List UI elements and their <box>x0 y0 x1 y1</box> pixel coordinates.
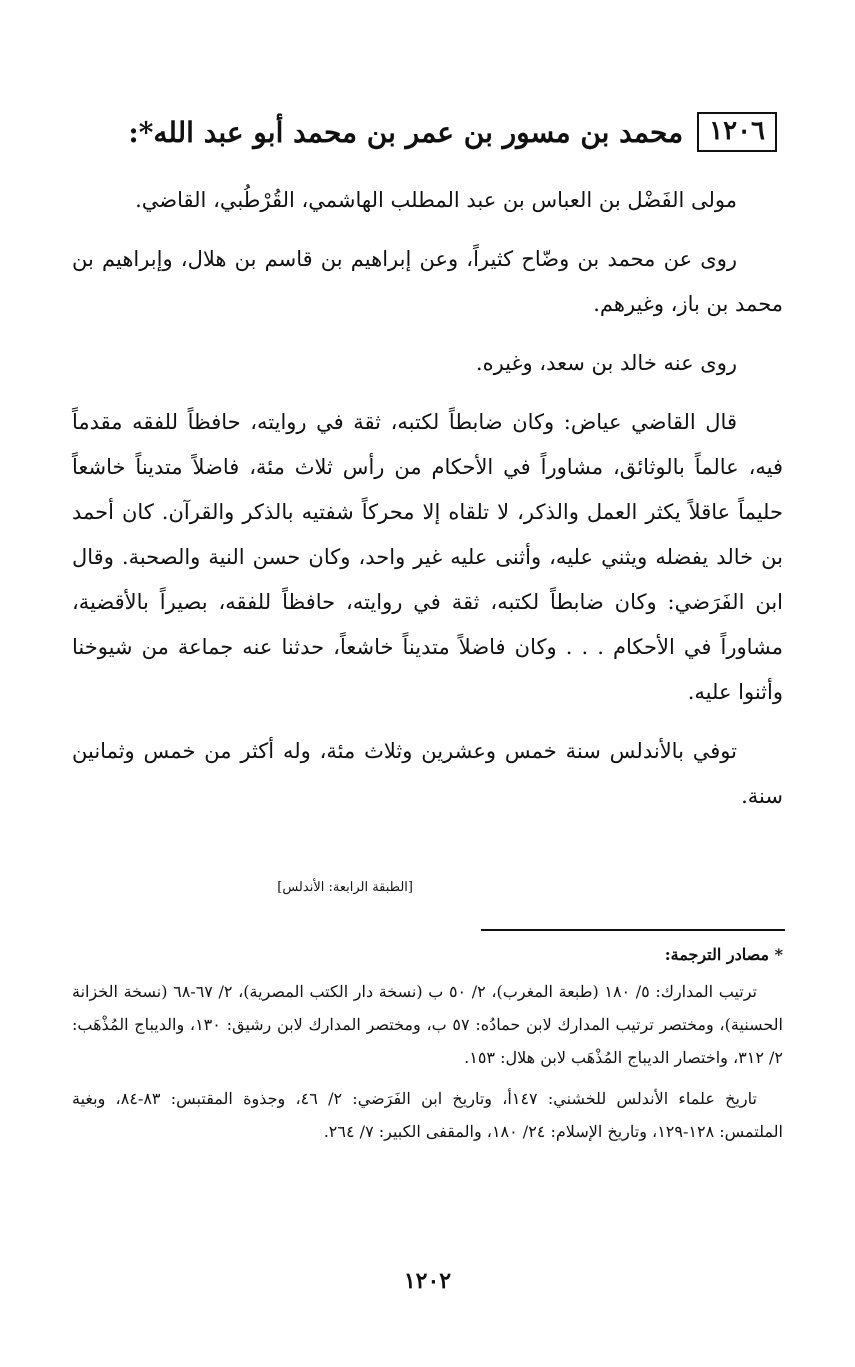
paragraph-narrated-by: روى عنه خالد بن سعد، وغيره. <box>475 351 737 375</box>
entry-heading <box>70 112 777 152</box>
entry-title: محمد بن مسور بن عمر بن محمد أبو عبد الله*: <box>128 115 684 149</box>
biography-body <box>72 178 783 833</box>
footnote-item: ترتيب المدارك: ٥/ ١٨٠ (طبعة المغرب)، ٢/ ٥٠ ب (نسخة دار الكتب المصرية)، ٢/ ٦٧-٦٨ (نسخة الخزانة الحسنية)، ومختصر ترتيب المدارك لابن حمادُه: ٥٧ ب، ومختصر المدارك لابن رشيق: ١٣٠، والديباج المُذْهَب: ٢/ ٣١٢، واختصار الديباج المُذْهَب لابن هلال: ١٥٣. <box>72 982 783 1067</box>
footnotes-heading: * مصادر الترجمة: <box>664 945 783 964</box>
paragraph-death: توفي بالأندلس سنة خمس وعشرين وثلاث مئة، وله أكثر من خمس وثمانين سنة. <box>72 739 783 808</box>
tabaqa-note: [الطبقة الرابعة: الأندلس] <box>277 880 413 895</box>
entry-number-box: ١٢٠٦ <box>697 112 777 152</box>
paragraph-lineage: مولى الفَضْل بن العباس بن عبد المطلب الهاشمي، القُرْطُبي، القاضي. <box>135 188 737 212</box>
paragraph-qadi-iyad-quote: قال القاضي عياض: وكان ضابطاً لكتبه، ثقة في روايته، حافظاً للفقه مقدماً فيه، عالماً بالوثائق، مشاوراً في الأحكام من رأس ثلاث مئة، فاضلاً متديناً خاشعاً حليماً عاقلاً يكثر العمل والذكر، لا تلقاه إلا محركاً شفتيه بالذكر والقرآن. كان أحمد بن خالد يفضله ويثني عليه، وأثنى عليه غير واحد، وكان حسن النية والصحبة. وقال ابن الفَرَضي: وكان ضابطاً لكتبه، ثقة في روايته، حافظاً للفقه، بصيراً بالأقضية، مشاوراً في الأحكام . . . وكان فاضلاً متديناً خاشعاً، حدثنا عنه جماعة من شيوخنا وأثنوا عليه. <box>72 410 783 704</box>
footnote-divider <box>481 929 785 931</box>
paragraph-narrated-from: روى عن محمد بن وضّاح كثيراً، وعن إبراهيم بن قاسم بن هلال، وإبراهيم بن محمد بن باز، وغيرهم. <box>72 247 783 316</box>
footnote-item: تاريخ علماء الأندلس للخشني: ١٤٧أ، وتاريخ ابن الفَرَضي: ٢/ ٤٦، وجذوة المقتبس: ٨٣-٨٤، وبغية الملتمس: ١٢٨-١٢٩، وتاريخ الإسلام: ٢٤/ ١٨٠، والمقفى الكبير: ٧/ ٢٦٤. <box>72 1089 783 1141</box>
page-number: ١٢٠٢ <box>403 1268 452 1294</box>
footnotes <box>72 938 783 1156</box>
